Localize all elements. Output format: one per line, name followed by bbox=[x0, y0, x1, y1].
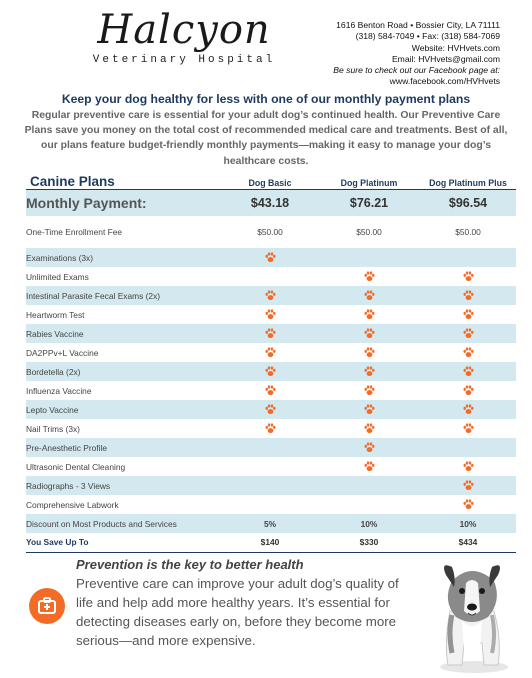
service-cell bbox=[318, 267, 420, 286]
table-row bbox=[26, 343, 516, 362]
phone-numbers: (318) 584-7049 • Fax: (318) 584-7069 bbox=[355, 31, 500, 42]
website-link[interactable]: Website: HVHvets.com bbox=[411, 42, 500, 53]
paw-icon bbox=[363, 403, 376, 416]
table-row bbox=[26, 362, 516, 381]
service-cell bbox=[318, 248, 420, 267]
enrollment-fee-value: $50.00 bbox=[455, 227, 481, 237]
prevention-text: Preventive care can improve your adult dog’s quality of life and help add more healthy years. It’s essential for detecting diseases early on, before they become more serious—and more expensive. bbox=[76, 576, 399, 648]
service-cell bbox=[420, 324, 516, 343]
discount-value: 10% bbox=[318, 514, 420, 533]
paw-icon bbox=[264, 384, 277, 397]
table-header-row bbox=[26, 170, 516, 189]
logo-name: Halcyon bbox=[97, 7, 271, 53]
service-cell bbox=[222, 286, 318, 305]
paw-icon bbox=[462, 327, 475, 340]
table-row bbox=[26, 381, 516, 400]
paw-icon bbox=[264, 327, 277, 340]
plans-table bbox=[26, 170, 516, 553]
service-cell bbox=[318, 400, 420, 419]
savings-label: You Save Up To bbox=[26, 537, 89, 548]
table-row bbox=[26, 476, 516, 495]
service-name: DA2PPv+L Vaccine bbox=[26, 347, 99, 358]
service-cell bbox=[318, 438, 420, 457]
service-cell bbox=[222, 419, 318, 438]
service-cell bbox=[420, 305, 516, 324]
paw-icon bbox=[462, 403, 475, 416]
address: 1616 Benton Road • Bossier City, LA 71111 bbox=[336, 20, 500, 30]
enrollment-fee-row bbox=[26, 216, 516, 248]
plan-header: Dog Platinum bbox=[340, 177, 398, 188]
service-cell bbox=[222, 248, 318, 267]
enrollment-fee-value: $50.00 bbox=[257, 227, 283, 237]
paw-icon bbox=[462, 289, 475, 302]
service-name: Pre-Anesthetic Profile bbox=[26, 438, 222, 457]
service-cell bbox=[222, 476, 318, 495]
service-cell bbox=[318, 305, 420, 324]
paw-icon bbox=[264, 403, 277, 416]
paw-icon bbox=[264, 289, 277, 302]
paw-icon bbox=[363, 384, 376, 397]
table-row bbox=[26, 400, 516, 419]
service-cell bbox=[420, 362, 516, 381]
service-cell bbox=[318, 495, 420, 514]
email-link[interactable]: Email: HVHvets@gmail.com bbox=[391, 53, 500, 64]
service-cell bbox=[222, 267, 318, 286]
service-cell bbox=[222, 495, 318, 514]
paw-icon bbox=[363, 270, 376, 283]
service-name: Nail Trims (3x) bbox=[26, 423, 80, 434]
service-name: Rabies Vaccine bbox=[26, 324, 222, 343]
table-row bbox=[26, 438, 516, 457]
facebook-note: Be sure to check out our Facebook page at: bbox=[333, 65, 500, 76]
headline: Keep your dog healthy for less with one of our monthly payment plans bbox=[61, 92, 471, 106]
service-cell bbox=[318, 343, 420, 362]
monthly-payment-row bbox=[26, 189, 516, 216]
paw-icon bbox=[363, 460, 376, 473]
service-cell bbox=[420, 343, 516, 362]
paw-icon bbox=[264, 251, 277, 264]
table-row bbox=[26, 457, 516, 476]
service-cell bbox=[420, 267, 516, 286]
paw-icon bbox=[462, 365, 475, 378]
discount-value: 5% bbox=[222, 514, 318, 533]
service-cell bbox=[318, 362, 420, 381]
service-cell bbox=[420, 400, 516, 419]
paw-icon bbox=[363, 365, 376, 378]
service-cell bbox=[222, 343, 318, 362]
service-cell bbox=[420, 286, 516, 305]
paw-icon bbox=[264, 422, 277, 435]
paw-icon bbox=[462, 422, 475, 435]
service-cell bbox=[420, 495, 516, 514]
service-cell bbox=[318, 324, 420, 343]
paw-icon bbox=[462, 346, 475, 359]
service-cell bbox=[222, 381, 318, 400]
discount-row bbox=[26, 514, 516, 533]
paw-icon bbox=[462, 308, 475, 321]
logo bbox=[84, 8, 284, 66]
paw-icon bbox=[264, 308, 277, 321]
table-row bbox=[26, 305, 516, 324]
service-cell bbox=[222, 362, 318, 381]
plan-header: Dog Basic bbox=[248, 177, 292, 188]
paw-icon bbox=[363, 441, 376, 454]
table-row bbox=[26, 267, 516, 286]
service-cell bbox=[420, 476, 516, 495]
service-cell bbox=[222, 438, 318, 457]
paw-icon bbox=[462, 460, 475, 473]
medical-kit-icon bbox=[29, 588, 65, 624]
prevention-title: Prevention is the key to better health bbox=[76, 557, 304, 572]
service-name: Comprehensive Labwork bbox=[26, 499, 119, 510]
table-row bbox=[26, 286, 516, 305]
table-row bbox=[26, 324, 516, 343]
dog-photo bbox=[422, 553, 522, 675]
service-cell bbox=[420, 248, 516, 267]
paw-icon bbox=[363, 289, 376, 302]
service-name: Bordetella (2x) bbox=[26, 362, 222, 381]
paw-icon bbox=[462, 479, 475, 492]
table-row bbox=[26, 495, 516, 514]
service-name: Lepto Vaccine bbox=[26, 400, 222, 419]
service-cell bbox=[222, 400, 318, 419]
table-title: Canine Plans bbox=[30, 173, 115, 189]
service-name: Radiographs - 3 Views bbox=[26, 476, 222, 495]
service-cell bbox=[420, 419, 516, 438]
paw-icon bbox=[363, 308, 376, 321]
service-cell bbox=[222, 457, 318, 476]
paw-icon bbox=[363, 327, 376, 340]
service-name: Ultrasonic Dental Cleaning bbox=[26, 461, 126, 472]
service-cell bbox=[420, 457, 516, 476]
service-name: Influenza Vaccine bbox=[26, 385, 92, 396]
service-cell bbox=[318, 457, 420, 476]
logo-subtitle: Veterinary Hospital bbox=[92, 54, 276, 66]
paw-icon bbox=[462, 384, 475, 397]
table-row bbox=[26, 248, 516, 267]
paw-icon bbox=[264, 365, 277, 378]
savings-row bbox=[26, 533, 516, 552]
paw-icon bbox=[363, 422, 376, 435]
savings-value: $140 bbox=[260, 537, 280, 548]
savings-value: $330 bbox=[359, 537, 379, 548]
service-name: Examinations (3x) bbox=[26, 248, 222, 267]
service-name: Heartworm Test bbox=[26, 309, 85, 320]
plan-header: Dog Platinum Plus bbox=[429, 177, 507, 188]
service-cell bbox=[222, 305, 318, 324]
service-name: Intestinal Parasite Fecal Exams (2x) bbox=[26, 286, 222, 305]
service-cell bbox=[222, 324, 318, 343]
monthly-payment-value: $96.54 bbox=[420, 189, 516, 216]
intro-paragraph: Regular preventive care is essential for your adult dog’s continued health. Our Preventive Care Plans save you money on the total cost of recommended medical care and treatments. Best of all, our plans feature budget-friendly monthly payments—making it easy to manage your dog’s healthcare costs. bbox=[24, 110, 508, 167]
discount-value: 10% bbox=[420, 514, 516, 533]
paw-icon bbox=[462, 498, 475, 511]
paw-icon bbox=[462, 270, 475, 283]
enrollment-fee-value: $50.00 bbox=[356, 227, 382, 237]
facebook-link[interactable]: www.facebook.com/HVHvets bbox=[389, 76, 500, 87]
service-cell bbox=[318, 419, 420, 438]
monthly-payment-value: $43.18 bbox=[222, 189, 318, 216]
enrollment-fee-label: One-Time Enrollment Fee bbox=[26, 227, 123, 237]
service-cell bbox=[318, 476, 420, 495]
monthly-payment-label: Monthly Payment: bbox=[26, 189, 222, 216]
service-cell bbox=[420, 438, 516, 457]
service-cell bbox=[318, 381, 420, 400]
savings-value: $434 bbox=[458, 537, 478, 548]
monthly-payment-value: $76.21 bbox=[318, 189, 420, 216]
paw-icon bbox=[363, 346, 376, 359]
header bbox=[0, 0, 532, 92]
table-row bbox=[26, 419, 516, 438]
service-cell bbox=[318, 286, 420, 305]
service-name: Unlimited Exams bbox=[26, 271, 89, 282]
paw-icon bbox=[264, 346, 277, 359]
service-cell bbox=[420, 381, 516, 400]
contact-block bbox=[333, 20, 500, 88]
discount-label: Discount on Most Products and Services bbox=[26, 514, 222, 533]
